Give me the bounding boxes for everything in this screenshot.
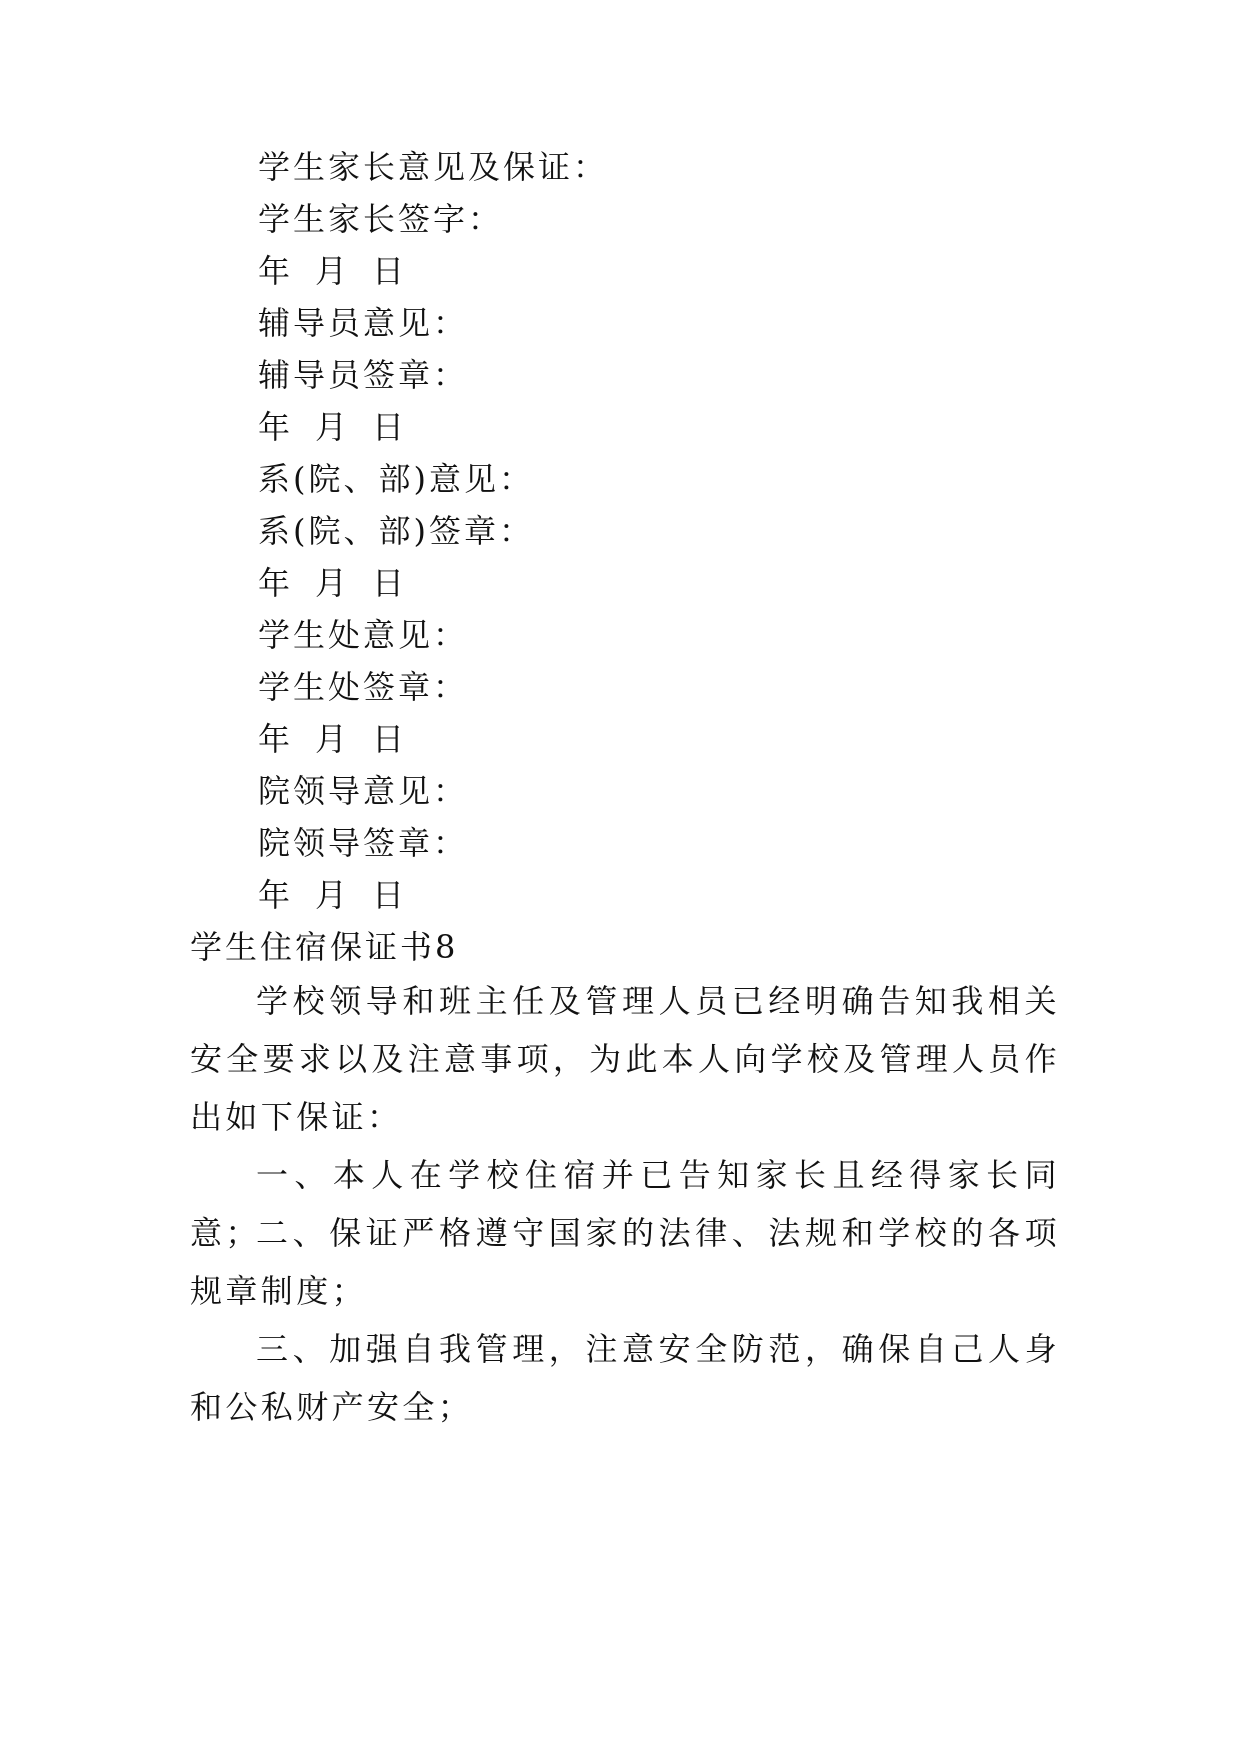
department-opinion-label: 系(院、部)意见： [258,460,534,498]
date-line [258,249,429,293]
clause-1: 一、本人在学校住宿并已告知家长且经得家长同意； [190,1156,1060,1252]
intro-paragraph: 学校领导和班主任及管理人员已经明确告知我相关安全要求以及注意事项，为此本人向学校及管理人员作出如下保证： [190,982,1060,1136]
leadership-seal-label: 院领导签章： [258,824,469,862]
clause-3: 三、加强自我管理，注意安全防范，确保自己人身和公私财产安全； [190,1330,1060,1426]
parent-signature-label: 学生家长签字： [258,200,504,238]
date-month: 月 [315,564,351,602]
student-affairs-opinion-label: 学生处意见： [258,616,469,654]
date-line [258,405,429,449]
date-year: 年 [258,876,294,914]
date-day: 日 [372,252,408,290]
leadership-opinion-label: 院领导意见： [258,772,469,810]
date-line [258,717,429,761]
parent-opinion-label: 学生家长意见及保证： [258,148,609,186]
date-line [258,873,429,917]
date-year: 年 [258,720,294,758]
section-title: 学生住宿保证书8 [190,928,459,966]
date-year: 年 [258,408,294,446]
date-line [258,561,429,605]
counselor-seal-label: 辅导员签章： [258,356,469,394]
date-month: 月 [315,720,351,758]
clause-2: 二、保证严格遵守国家的法律、法规和学校的各项规章制度； [190,1214,1060,1310]
date-month: 月 [315,876,351,914]
student-affairs-seal-label: 学生处签章： [258,668,469,706]
date-month: 月 [315,252,351,290]
date-day: 日 [372,408,408,446]
date-day: 日 [372,876,408,914]
counselor-opinion-label: 辅导员意见： [258,304,469,342]
date-day: 日 [372,564,408,602]
date-day: 日 [372,720,408,758]
date-year: 年 [258,564,294,602]
date-year: 年 [258,252,294,290]
date-month: 月 [315,408,351,446]
department-seal-label: 系(院、部)签章： [258,512,534,550]
